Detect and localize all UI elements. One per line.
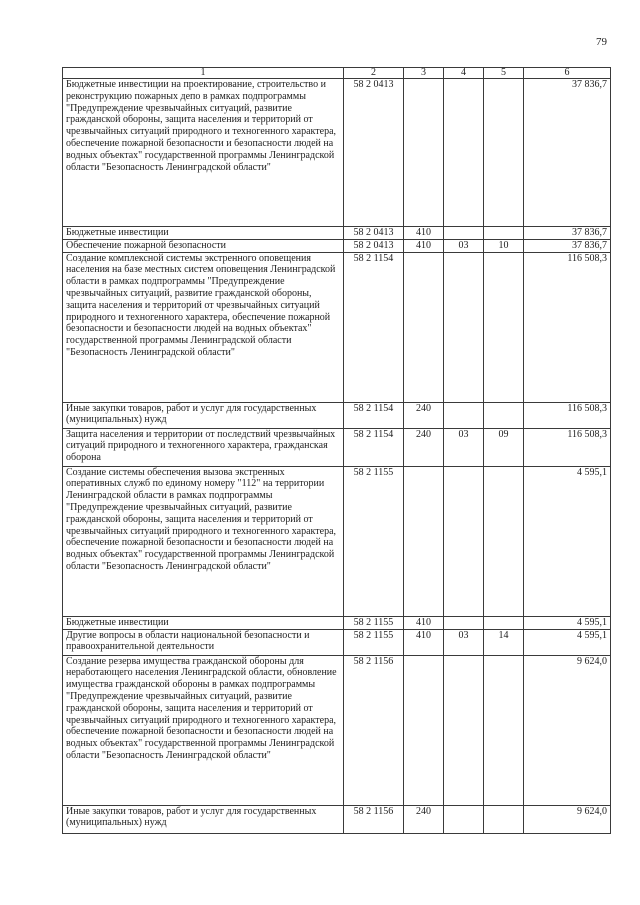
row-target-code: 58 2 1154: [344, 402, 404, 428]
row-expense-type: 240: [404, 805, 444, 833]
row-amount: 37 836,7: [524, 79, 611, 227]
budget-table: [62, 67, 611, 834]
row-description: Создание системы обеспечения вызова экстренных оперативных служб по единому номеру "112" на территории Ленинградской области в рамках подпрограммы "Предупреждение чрезвычайных ситуаций, развитие гражданской обороны, защита населения и территорий от чрезвычайных ситуаций природного и техногенного характера, обеспечение пожарной безопасности и безопасности людей на водных объектах" государственной программы Ленинградской области "Безопасность Ленинградской области": [63, 466, 344, 616]
row-expense-type: 410: [404, 227, 444, 240]
row-target-code: 58 2 1155: [344, 616, 404, 629]
row-description: Бюджетные инвестиции: [63, 616, 344, 629]
row-amount: 4 595,1: [524, 629, 611, 655]
header-row: [63, 68, 611, 79]
row-target-code: 58 2 1156: [344, 805, 404, 833]
header-col-5: 5: [484, 68, 524, 79]
row-target-code: 58 2 1155: [344, 629, 404, 655]
table-row: [63, 227, 611, 240]
row-description: Иные закупки товаров, работ и услуг для государственных (муниципальных) нужд: [63, 805, 344, 833]
header-col-2: 2: [344, 68, 404, 79]
row-amount: 9 624,0: [524, 805, 611, 833]
row-subsection: 10: [484, 239, 524, 252]
row-description: Создание комплексной системы экстренного оповещения населения на базе местных систем оповещения Ленинградской области в рамках подпрограммы "Предупреждение чрезвычайных ситуаций, развитие гражданской обороны, защита населения и территорий от чрезвычайных ситуаций природного и техногенного характера, обеспечение пожарной безопасности и безопасности людей на водных объектах" государственной программы Ленинградской области "Безопасность Ленинградской области": [63, 252, 344, 402]
row-target-code: 58 2 0413: [344, 227, 404, 240]
row-expense-type: [404, 655, 444, 805]
row-section: 03: [444, 629, 484, 655]
row-description: Бюджетные инвестиции на проектирование, строительство и реконструкцию пожарных депо в рамках подпрограммы "Предупреждение чрезвычайных ситуаций, развитие гражданской обороны, защита населения и территорий от чрезвычайных ситуаций природного и техногенного характера, обеспечение пожарной безопасности и безопасности людей на водных объектах" государственной программы Ленинградской области "Безопасность Ленинградской области": [63, 79, 344, 227]
row-subsection: [484, 805, 524, 833]
row-description: Иные закупки товаров, работ и услуг для государственных (муниципальных) нужд: [63, 402, 344, 428]
row-subsection: 14: [484, 629, 524, 655]
row-subsection: [484, 252, 524, 402]
page-number: 79: [596, 36, 607, 48]
row-target-code: 58 2 0413: [344, 79, 404, 227]
row-section: [444, 616, 484, 629]
table-row: [63, 805, 611, 833]
row-subsection: [484, 402, 524, 428]
row-section: [444, 655, 484, 805]
header-col-4: 4: [444, 68, 484, 79]
row-expense-type: 410: [404, 629, 444, 655]
row-amount: 37 836,7: [524, 227, 611, 240]
row-subsection: [484, 79, 524, 227]
table-row: [63, 252, 611, 402]
row-description: Бюджетные инвестиции: [63, 227, 344, 240]
row-target-code: 58 2 1154: [344, 428, 404, 466]
row-subsection: [484, 466, 524, 616]
row-subsection: [484, 655, 524, 805]
row-amount: 9 624,0: [524, 655, 611, 805]
table-body: [63, 68, 611, 834]
row-expense-type: [404, 79, 444, 227]
row-amount: 116 508,3: [524, 252, 611, 402]
row-amount: 4 595,1: [524, 616, 611, 629]
row-amount: 4 595,1: [524, 466, 611, 616]
row-amount: 37 836,7: [524, 239, 611, 252]
row-expense-type: 240: [404, 402, 444, 428]
row-target-code: 58 2 1155: [344, 466, 404, 616]
row-section: [444, 466, 484, 616]
table-row: [63, 466, 611, 616]
row-section: 03: [444, 239, 484, 252]
row-target-code: 58 2 0413: [344, 239, 404, 252]
row-description: Другие вопросы в области национальной безопасности и правоохранительной деятельности: [63, 629, 344, 655]
table-row: [63, 629, 611, 655]
row-expense-type: 240: [404, 428, 444, 466]
table-row: [63, 616, 611, 629]
row-section: [444, 402, 484, 428]
row-subsection: [484, 227, 524, 240]
row-section: [444, 79, 484, 227]
row-amount: 116 508,3: [524, 428, 611, 466]
row-amount: 116 508,3: [524, 402, 611, 428]
table-row: [63, 402, 611, 428]
row-section: [444, 252, 484, 402]
row-expense-type: 410: [404, 616, 444, 629]
row-expense-type: 410: [404, 239, 444, 252]
table-row: [63, 655, 611, 805]
row-section: [444, 805, 484, 833]
table-row: [63, 79, 611, 227]
row-expense-type: [404, 466, 444, 616]
row-expense-type: [404, 252, 444, 402]
header-col-3: 3: [404, 68, 444, 79]
row-description: Создание резерва имущества гражданской обороны для неработающего населения Ленинградской области, обновление имущества гражданской обороны в рамках подпрограммы "Предупреждение чрезвычайных ситуаций, развитие гражданской обороны, защита населения и территорий от чрезвычайных ситуаций природного и техногенного характера, обеспечение пожарной безопасности и безопасности людей на водных объектах" государственной программы Ленинградской области "Безопасность Ленинградской области": [63, 655, 344, 805]
row-target-code: 58 2 1154: [344, 252, 404, 402]
header-col-6: 6: [524, 68, 611, 79]
header-col-1: 1: [63, 68, 344, 79]
table-row: [63, 428, 611, 466]
table-row: [63, 239, 611, 252]
row-section: [444, 227, 484, 240]
row-subsection: 09: [484, 428, 524, 466]
row-description: Обеспечение пожарной безопасности: [63, 239, 344, 252]
row-target-code: 58 2 1156: [344, 655, 404, 805]
row-subsection: [484, 616, 524, 629]
row-description: Защита населения и территории от последствий чрезвычайных ситуаций природного и техногенного характера, гражданская оборона: [63, 428, 344, 466]
row-section: 03: [444, 428, 484, 466]
